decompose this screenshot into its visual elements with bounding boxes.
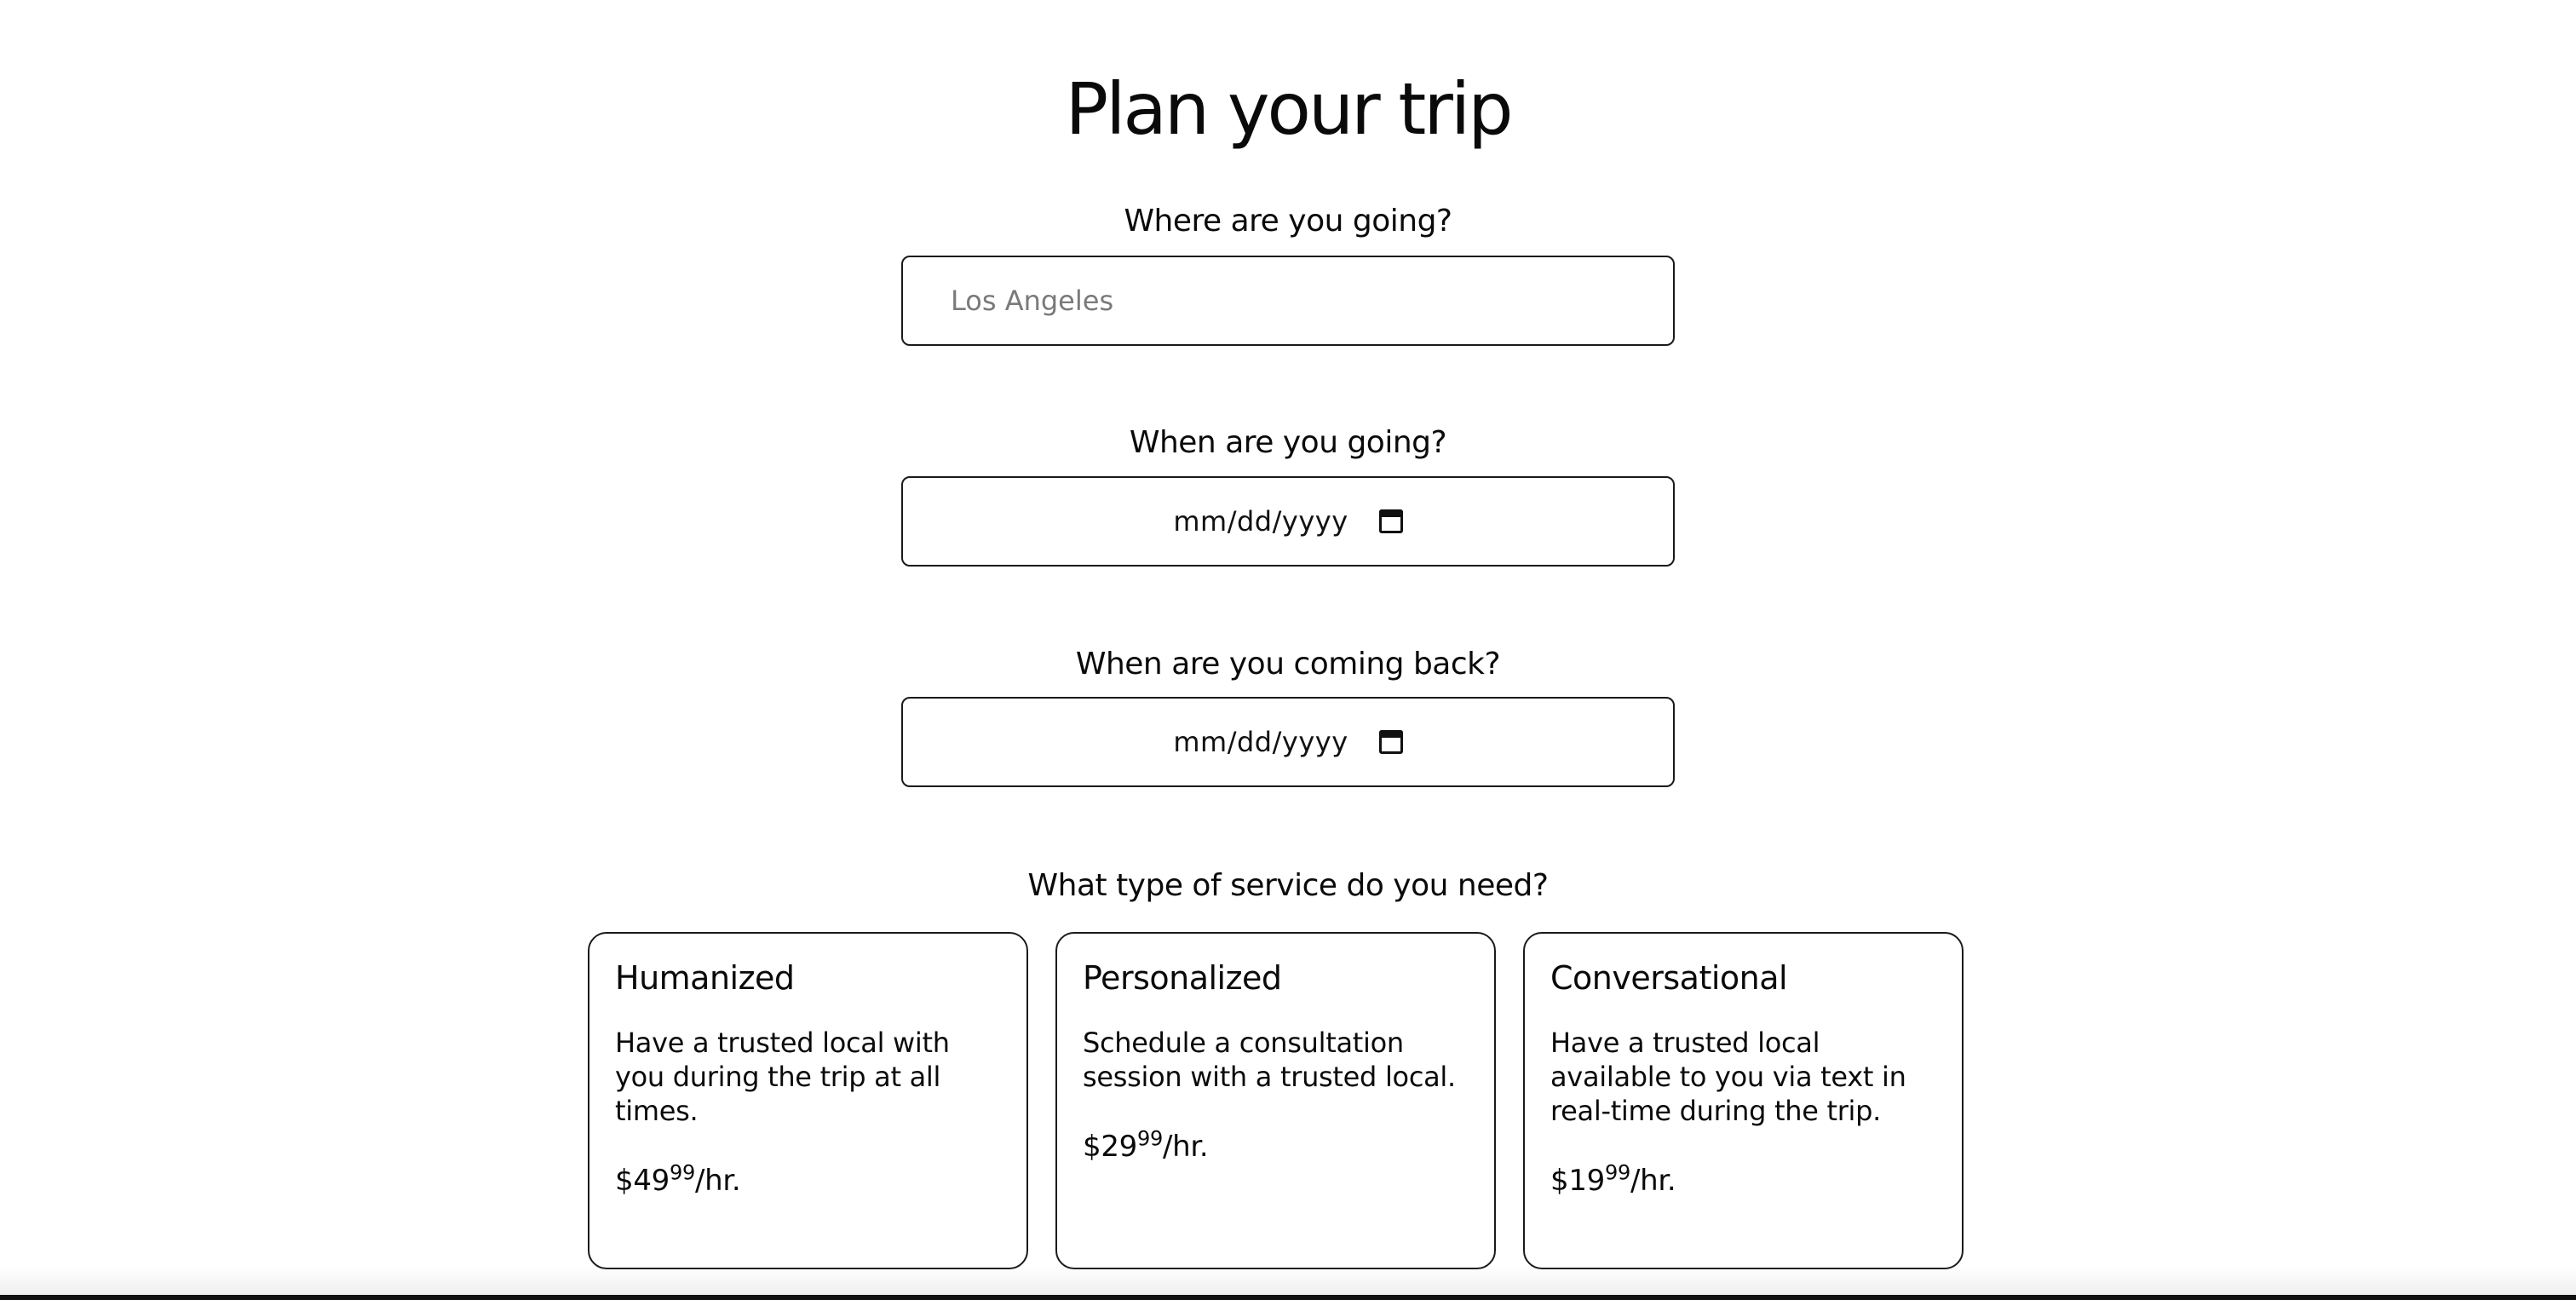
departure-date-placeholder: mm/dd/yyyy — [1173, 505, 1348, 538]
service-card-personalized[interactable] — [1055, 932, 1496, 1269]
service-card-price — [1083, 1126, 1469, 1164]
service-card-price — [1550, 1160, 1936, 1198]
price-unit: /hr. — [1630, 1164, 1676, 1198]
destination-input[interactable] — [903, 257, 1673, 344]
price-whole: $29 — [1083, 1130, 1137, 1164]
price-unit: /hr. — [1162, 1130, 1209, 1164]
service-card-description: Have a trusted local available to you via text in real-time during the trip. — [1550, 1027, 1906, 1127]
price-cents: 99 — [1137, 1126, 1163, 1151]
price-unit: /hr. — [694, 1164, 741, 1198]
departure-date-input[interactable] — [901, 476, 1675, 567]
service-card-conversational[interactable] — [1523, 932, 1964, 1269]
return-date-placeholder: mm/dd/yyyy — [1173, 726, 1348, 758]
price-whole: $49 — [615, 1164, 670, 1198]
page-title: Plan your trip — [1065, 67, 1511, 151]
calendar-icon[interactable] — [1379, 730, 1403, 754]
bottom-edge — [0, 1295, 2576, 1300]
service-card-title: Personalized — [1083, 959, 1282, 997]
departure-date-label: When are you going? — [1129, 425, 1447, 460]
service-card-humanized[interactable] — [588, 932, 1028, 1269]
return-date-input[interactable] — [901, 697, 1675, 787]
calendar-icon[interactable] — [1379, 509, 1403, 533]
price-cents: 99 — [670, 1160, 695, 1185]
destination-label: Where are you going? — [1124, 204, 1452, 239]
service-card-description: Have a trusted local with you during the trip at all times. — [615, 1027, 950, 1127]
service-card-title: Humanized — [615, 959, 795, 997]
price-cents: 99 — [1605, 1160, 1630, 1185]
service-card-price — [615, 1160, 1001, 1198]
service-card-description: Schedule a consultation session with a trusted local. — [1083, 1027, 1456, 1093]
service-card-title: Conversational — [1550, 959, 1788, 997]
service-type-label: What type of service do you need? — [1027, 868, 1549, 903]
return-date-label: When are you coming back? — [1075, 647, 1501, 682]
price-whole: $19 — [1550, 1164, 1605, 1198]
destination-field[interactable] — [901, 256, 1675, 346]
service-options — [588, 932, 1964, 1269]
